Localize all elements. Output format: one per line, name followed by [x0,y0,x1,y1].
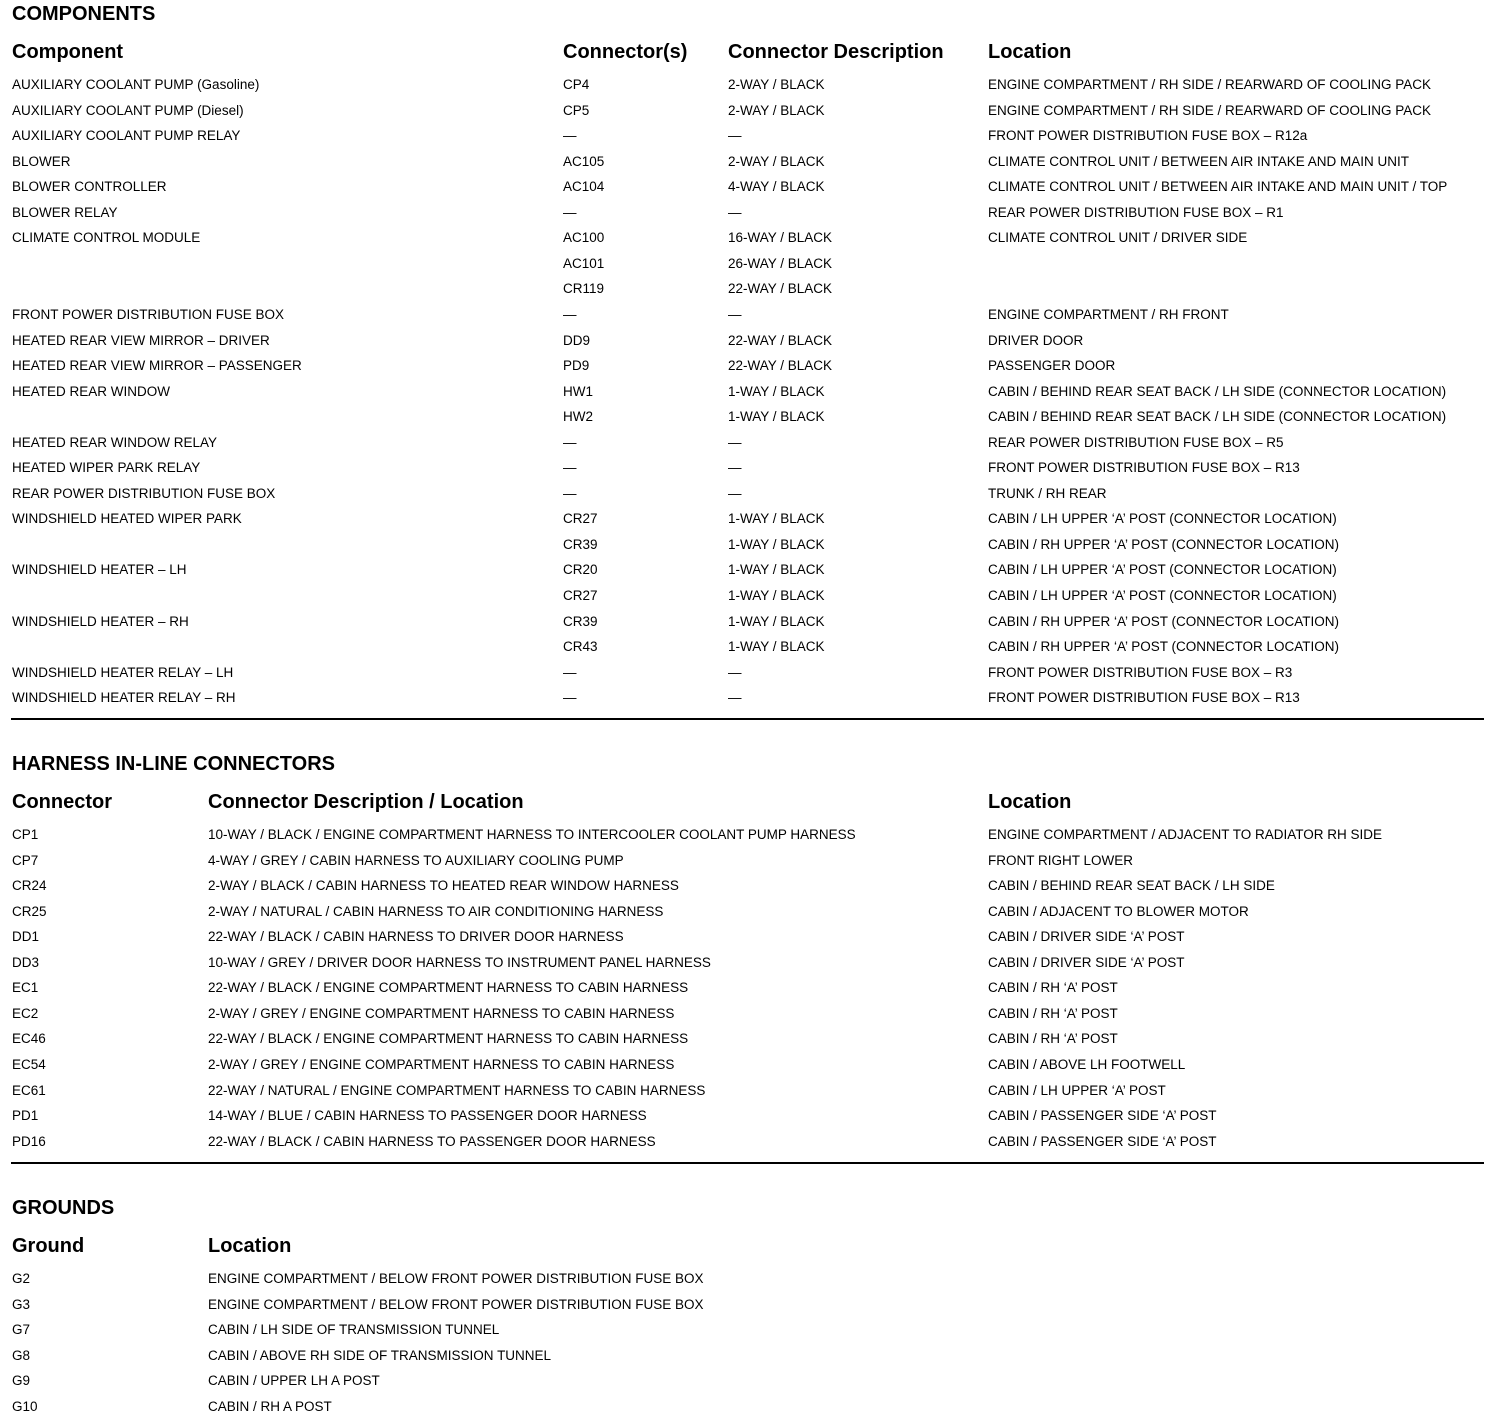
table-row [0,532,1504,558]
component-name-cell: BLOWER [12,153,71,169]
table-row [0,685,1504,711]
components-header-location: Location [988,41,1072,63]
connector-cell: AC105 [563,153,605,169]
connector-cell: PD9 [563,358,590,374]
location-cell: CABIN / LH UPPER ‘A’ POST (CONNECTOR LOCATION) [988,588,1337,603]
ground-cell: G2 [12,1271,31,1286]
harness-header-description: Connector Description / Location [208,791,524,813]
component-name-cell: HEATED REAR VIEW MIRROR – DRIVER [12,332,270,348]
connector-description-cell: — [728,128,742,144]
table-row [0,276,1504,302]
connector-cell: DD3 [12,954,40,970]
connector-description-cell: 22-WAY / BLACK [728,281,833,297]
table-row [0,1266,1504,1292]
location-cell: CLIMATE CONTROL UNIT / BETWEEN AIR INTAKE AND MAIN UNIT [988,153,1410,169]
connector-cell: CR43 [563,639,598,655]
connector-description-cell: 1-WAY / BLACK [728,562,825,578]
table-row [0,609,1504,635]
table-row [0,506,1504,532]
connector-cell: DD9 [563,332,591,348]
connector-cell: CR39 [563,536,598,552]
component-name-cell: WINDSHIELD HEATED WIPER PARK [12,511,242,527]
ground-cell: G9 [12,1373,31,1389]
table-row [0,430,1504,456]
connector-cell: — [563,664,577,680]
table-row [0,123,1504,149]
components-header-description: Connector Description [728,41,944,63]
table-row [0,1317,1504,1343]
table-row [0,1394,1504,1420]
table-row [0,1129,1504,1155]
location-cell: CABIN / DRIVER SIDE ‘A’ POST [988,929,1185,945]
connector-cell: HW2 [563,409,593,425]
location-cell: CABIN / ABOVE RH SIDE OF TRANSMISSION TUNNEL [208,1347,552,1363]
table-row [0,225,1504,251]
connector-description-cell: 1-WAY / BLACK [728,639,825,655]
component-name-cell: HEATED WIPER PARK RELAY [12,460,201,476]
connector-cell: AC104 [563,179,605,195]
table-row [0,1103,1504,1129]
location-cell: CABIN / DRIVER SIDE ‘A’ POST [988,954,1185,970]
connector-description-cell: 10-WAY / BLACK / ENGINE COMPARTMENT HARNESS TO INTERCOOLER COOLANT PUMP HARNESS [208,827,856,842]
connector-description-cell: — [728,306,742,322]
location-cell: ENGINE COMPARTMENT / RH SIDE / REARWARD OF COOLING PACK [988,77,1432,92]
component-name-cell: AUXILIARY COOLANT PUMP (Gasoline) [12,77,260,92]
connector-description-cell: 22-WAY / BLACK / ENGINE COMPARTMENT HARNESS TO CABIN HARNESS [208,980,689,996]
connector-description-cell: 22-WAY / BLACK [728,332,833,348]
ground-cell: G3 [12,1296,31,1312]
connector-description-cell: 26-WAY / BLACK [728,255,833,271]
location-cell: FRONT RIGHT LOWER [988,852,1134,868]
connector-description-cell: — [728,204,742,220]
table-row [0,975,1504,1001]
connector-description-cell: 16-WAY / BLACK [728,230,833,246]
connector-description-cell: 22-WAY / BLACK / CABIN HARNESS TO DRIVER DOOR HARNESS [208,929,624,945]
location-cell: CABIN / RH A POST [208,1398,332,1414]
location-cell: CABIN / ADJACENT TO BLOWER MOTOR [988,903,1249,919]
component-name-cell: AUXILIARY COOLANT PUMP (Diesel) [12,102,244,118]
grounds-title: GROUNDS [12,1197,115,1219]
table-row [0,174,1504,200]
connector-cell: CP5 [563,102,590,118]
component-name-cell: BLOWER CONTROLLER [12,179,167,195]
table-row [0,848,1504,874]
component-name-cell: WINDSHIELD HEATER RELAY – RH [12,690,236,706]
table-row [0,873,1504,899]
connector-description-cell: 22-WAY / BLACK / CABIN HARNESS TO PASSENGER DOOR HARNESS [208,1133,656,1149]
connector-description-cell: 2-WAY / BLACK [728,153,825,169]
table-row [0,481,1504,507]
location-cell: CABIN / RH UPPER ‘A’ POST (CONNECTOR LOCATION) [988,639,1340,655]
connector-description-cell: — [728,460,742,476]
connector-description-cell: 2-WAY / BLACK [728,102,825,118]
component-name-cell: HEATED REAR WINDOW [12,383,170,399]
components-title: COMPONENTS [12,3,156,25]
location-cell: CABIN / RH UPPER ‘A’ POST (CONNECTOR LOCATION) [988,536,1340,552]
table-row [0,455,1504,481]
connector-cell: CR119 [563,281,605,297]
component-name-cell: HEATED REAR VIEW MIRROR – PASSENGER [12,358,302,374]
harness-title: HARNESS IN-LINE CONNECTORS [12,753,335,775]
connector-cell: AC101 [563,255,605,271]
ground-cell: G7 [12,1322,31,1338]
connector-cell: CR27 [563,588,598,603]
components-divider [11,718,1484,720]
table-row [0,822,1504,848]
connector-cell: — [563,434,577,450]
location-cell: FRONT POWER DISTRIBUTION FUSE BOX – R12a [988,128,1308,144]
connector-description-cell: — [728,690,742,706]
component-name-cell: AUXILIARY COOLANT PUMP RELAY [12,128,241,144]
connector-cell: CR20 [563,562,598,578]
location-cell: ENGINE COMPARTMENT / RH FRONT [988,306,1229,322]
component-name-cell: FRONT POWER DISTRIBUTION FUSE BOX [12,306,285,322]
connector-cell: EC54 [12,1056,46,1072]
table-row [0,328,1504,354]
connector-cell: — [563,485,577,501]
location-cell: PASSENGER DOOR [988,358,1116,374]
components-header-component: Component [12,41,124,63]
table-row [0,899,1504,925]
connector-cell: EC1 [12,980,39,996]
location-cell: REAR POWER DISTRIBUTION FUSE BOX – R5 [988,434,1284,450]
connector-description-cell: 2-WAY / BLACK [728,77,825,92]
connector-cell: DD1 [12,929,40,945]
table-row [0,149,1504,175]
table-row [0,924,1504,950]
component-name-cell: BLOWER RELAY [12,204,118,220]
connector-cell: CP7 [12,852,39,868]
connector-cell: AC100 [563,230,605,246]
location-cell: FRONT POWER DISTRIBUTION FUSE BOX – R13 [988,460,1300,476]
connector-description-cell: 22-WAY / BLACK / ENGINE COMPARTMENT HARNESS TO CABIN HARNESS [208,1031,689,1047]
connector-cell: — [563,128,577,144]
connector-description-cell: 1-WAY / BLACK [728,536,825,552]
connector-cell: EC2 [12,1005,39,1021]
connector-description-cell: 1-WAY / BLACK [728,383,825,399]
connector-cell: CR24 [12,878,47,894]
location-cell: CABIN / PASSENGER SIDE ‘A’ POST [988,1108,1217,1124]
table-row [0,379,1504,405]
location-cell: CABIN / LH SIDE OF TRANSMISSION TUNNEL [208,1322,500,1338]
table-row [0,251,1504,277]
connector-description-cell: — [728,485,742,501]
connector-cell: — [563,690,577,706]
connector-description-cell: 2-WAY / GREY / ENGINE COMPARTMENT HARNESS TO CABIN HARNESS [208,1056,675,1072]
location-cell: CLIMATE CONTROL UNIT / DRIVER SIDE [988,230,1248,246]
table-row [0,72,1504,98]
connector-description-cell: 4-WAY / GREY / CABIN HARNESS TO AUXILIARY COOLING PUMP [208,852,624,868]
location-cell: CABIN / LH UPPER ‘A’ POST (CONNECTOR LOCATION) [988,511,1337,527]
ground-cell: G8 [12,1347,31,1363]
connector-description-cell: 2-WAY / BLACK / CABIN HARNESS TO HEATED REAR WINDOW HARNESS [208,878,679,894]
connector-description-cell: 22-WAY / NATURAL / ENGINE COMPARTMENT HARNESS TO CABIN HARNESS [208,1082,706,1098]
connector-cell: CR39 [563,613,598,629]
location-cell: CABIN / LH UPPER ‘A’ POST (CONNECTOR LOCATION) [988,562,1337,578]
component-name-cell: WINDSHIELD HEATER RELAY – LH [12,664,234,680]
connector-description-cell: 1-WAY / BLACK [728,613,825,629]
connector-cell: CP1 [12,827,39,842]
table-row [0,1026,1504,1052]
location-cell: CLIMATE CONTROL UNIT / BETWEEN AIR INTAKE AND MAIN UNIT / TOP [988,179,1448,195]
table-row [0,404,1504,430]
location-cell: ENGINE COMPARTMENT / RH SIDE / REARWARD OF COOLING PACK [988,102,1432,118]
component-name-cell: HEATED REAR WINDOW RELAY [12,434,218,450]
table-row [0,1052,1504,1078]
harness-header-location: Location [988,791,1072,813]
location-cell: FRONT POWER DISTRIBUTION FUSE BOX – R13 [988,690,1300,706]
location-cell: CABIN / RH UPPER ‘A’ POST (CONNECTOR LOCATION) [988,613,1340,629]
location-cell: CABIN / PASSENGER SIDE ‘A’ POST [988,1133,1217,1149]
location-cell: TRUNK / RH REAR [988,485,1107,501]
location-cell: CABIN / RH ‘A’ POST [988,1031,1118,1047]
table-row [0,950,1504,976]
location-cell: CABIN / BEHIND REAR SEAT BACK / LH SIDE (CONNECTOR LOCATION) [988,409,1447,425]
component-name-cell: REAR POWER DISTRIBUTION FUSE BOX [12,485,276,501]
component-name-cell: WINDSHIELD HEATER – LH [12,562,187,578]
connector-description-cell: 10-WAY / GREY / DRIVER DOOR HARNESS TO INSTRUMENT PANEL HARNESS [208,954,711,970]
table-row [0,1292,1504,1318]
connector-description-cell: 22-WAY / BLACK [728,358,833,374]
connector-description-cell: — [728,664,742,680]
connector-cell: HW1 [563,383,593,399]
table-row [0,302,1504,328]
location-cell: REAR POWER DISTRIBUTION FUSE BOX – R1 [988,204,1284,220]
connector-description-cell: 2-WAY / GREY / ENGINE COMPARTMENT HARNESS TO CABIN HARNESS [208,1005,675,1021]
table-row [0,583,1504,609]
connector-cell: PD1 [12,1108,39,1124]
table-row [0,1078,1504,1104]
ground-cell: G10 [12,1398,38,1414]
location-cell: CABIN / BEHIND REAR SEAT BACK / LH SIDE (CONNECTOR LOCATION) [988,383,1447,399]
components-header-connectors: Connector(s) [563,41,688,63]
location-cell: CABIN / BEHIND REAR SEAT BACK / LH SIDE [988,878,1275,894]
location-cell: ENGINE COMPARTMENT / BELOW FRONT POWER DISTRIBUTION FUSE BOX [208,1271,704,1286]
grounds-header-location: Location [208,1235,292,1257]
harness-header-connector: Connector [12,791,112,813]
table-row [0,200,1504,226]
connector-cell: PD16 [12,1133,46,1149]
location-cell: CABIN / RH ‘A’ POST [988,980,1118,996]
connector-description-cell: 1-WAY / BLACK [728,588,825,603]
connector-cell: CR25 [12,903,47,919]
connector-cell: — [563,460,577,476]
table-row [0,1368,1504,1394]
location-cell: ENGINE COMPARTMENT / BELOW FRONT POWER DISTRIBUTION FUSE BOX [208,1296,704,1312]
location-cell: CABIN / LH UPPER ‘A’ POST [988,1082,1166,1098]
connector-description-cell: — [728,434,742,450]
grounds-header-ground: Ground [12,1235,85,1257]
table-row [0,98,1504,124]
connector-description-cell: 14-WAY / BLUE / CABIN HARNESS TO PASSENGER DOOR HARNESS [208,1108,647,1124]
table-row [0,353,1504,379]
location-cell: CABIN / ABOVE LH FOOTWELL [988,1056,1186,1072]
location-cell: FRONT POWER DISTRIBUTION FUSE BOX – R3 [988,664,1293,680]
harness-divider [11,1162,1484,1164]
connector-cell: CP4 [563,77,590,92]
location-cell: ENGINE COMPARTMENT / ADJACENT TO RADIATOR RH SIDE [988,827,1383,842]
connector-description-cell: 2-WAY / NATURAL / CABIN HARNESS TO AIR CONDITIONING HARNESS [208,903,664,919]
connector-cell: EC46 [12,1031,46,1047]
component-name-cell: WINDSHIELD HEATER – RH [12,613,189,629]
table-row [0,660,1504,686]
connector-description-cell: 1-WAY / BLACK [728,409,825,425]
connector-description-cell: 4-WAY / BLACK [728,179,825,195]
location-cell: CABIN / RH ‘A’ POST [988,1005,1118,1021]
connector-cell: — [563,204,577,220]
connector-cell: CR27 [563,511,598,527]
component-name-cell: CLIMATE CONTROL MODULE [12,230,201,246]
table-row [0,557,1504,583]
connector-cell: — [563,306,577,322]
table-row [0,1001,1504,1027]
location-cell: CABIN / UPPER LH A POST [208,1373,380,1389]
table-row [0,634,1504,660]
location-cell: DRIVER DOOR [988,332,1084,348]
connector-description-cell: 1-WAY / BLACK [728,511,825,527]
connector-cell: EC61 [12,1082,46,1098]
table-row [0,1343,1504,1369]
